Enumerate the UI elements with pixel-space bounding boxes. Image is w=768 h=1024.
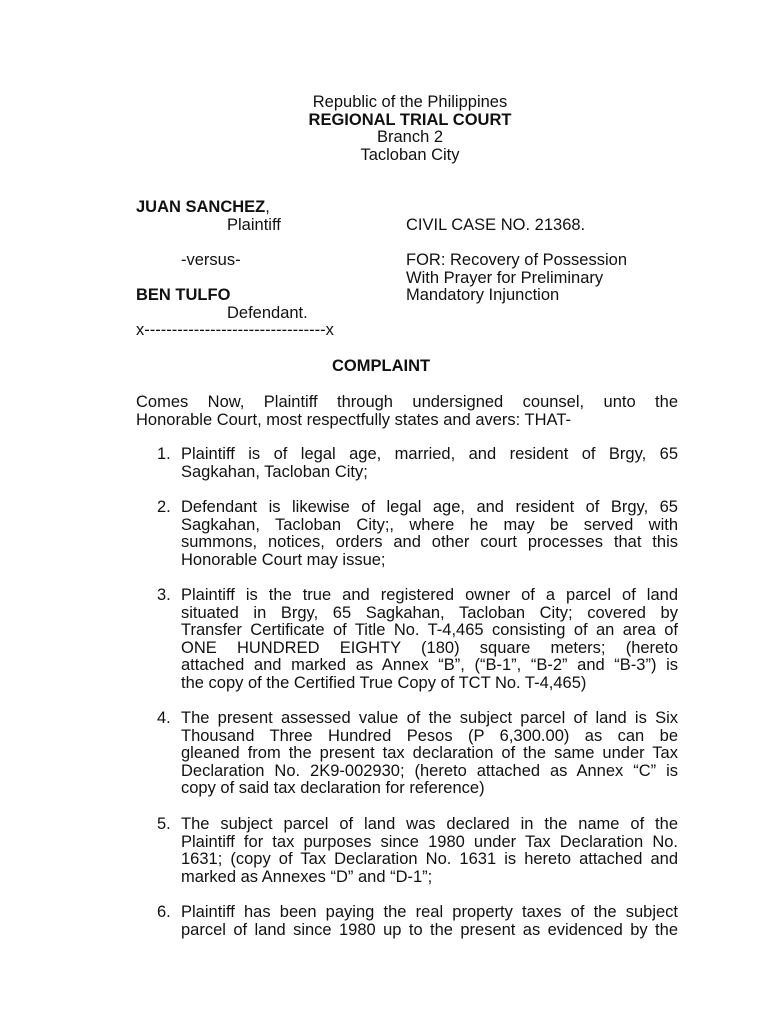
versus-label: -versus- <box>181 251 241 269</box>
case-nature-line-1: FOR: Recovery of Possession <box>406 251 627 269</box>
plaintiff-name: JUAN SANCHEZ, <box>136 198 270 216</box>
plaintiff-label: Plaintiff <box>227 216 281 234</box>
item-text: Plaintiff is the true and registered owner of a parcel of land situated in Brgy, 65 Sagkahan, Tacloban City; covered by Transfer Certificate of Title No. T-4,465 consisting of an area of ONE HUNDRED EIGHTY (180) square meters; (hereto attached and marked as Annex “B”, (“B-1”, “B-2” and “B-3”) is the copy of the Certified True Copy of TCT No. T-4,465) <box>181 586 678 692</box>
item-text: Plaintiff has been paying the real property taxes of the subject parcel of land since 1980 up to the present as evidenced by the <box>181 903 678 939</box>
civil-case-number: CIVIL CASE NO. 21368. <box>406 216 586 234</box>
intro-line-2: Honorable Court, most respectfully states and avers: THAT- <box>136 410 571 429</box>
defendant-name: BEN TULFO <box>136 286 231 304</box>
item-number: 2. <box>157 498 171 516</box>
header-court: REGIONAL TRIAL COURT <box>308 111 512 129</box>
intro-line-1: Comes Now, Plaintiff through undersigned counsel, unto the <box>136 393 678 411</box>
item-text: Defendant is likewise of legal age, and resident of Brgy, 65 Sagkahan, Tacloban City;, where he may be served with summons, notices, orders and other court processes that this Honorable Court may issue; <box>181 498 678 569</box>
item-number: 5. <box>157 815 171 833</box>
item-number: 4. <box>157 709 171 727</box>
item-text: The present assessed value of the subject parcel of land is Six Thousand Three Hundred Pesos (P 6,300.00) as can be gleaned from the present tax declaration of the same under Tax Declaration No. 2K9-002930; (hereto attached as Annex “C” is copy of said tax declaration for reference) <box>181 709 678 798</box>
item-text: The subject parcel of land was declared in the name of the Plaintiff for tax purposes since 1980 under Tax Declaration No. 1631; (copy of Tax Declaration No. 1631 is hereto attached and marked as Annexes “D” and “D-1”; <box>181 815 678 886</box>
item-number: 3. <box>157 586 171 604</box>
header-city: Tacloban City <box>360 146 460 164</box>
item-text: Plaintiff is of legal age, married, and resident of Brgy, 65 Sagkahan, Tacloban City; <box>181 445 678 481</box>
case-nature-line-3: Mandatory Injunction <box>406 286 560 304</box>
item-number: 1. <box>157 445 171 463</box>
intro-paragraph <box>136 394 678 429</box>
header-republic: Republic of the Philippines <box>312 93 508 111</box>
document-title: COMPLAINT <box>332 357 431 375</box>
case-nature-line-2: With Prayer for Preliminary <box>406 269 604 287</box>
caption-separator: x---------------------------------x <box>136 321 334 339</box>
header-branch: Branch 2 <box>376 128 444 146</box>
defendant-label: Defendant. <box>227 304 308 322</box>
item-number: 6. <box>157 903 171 921</box>
